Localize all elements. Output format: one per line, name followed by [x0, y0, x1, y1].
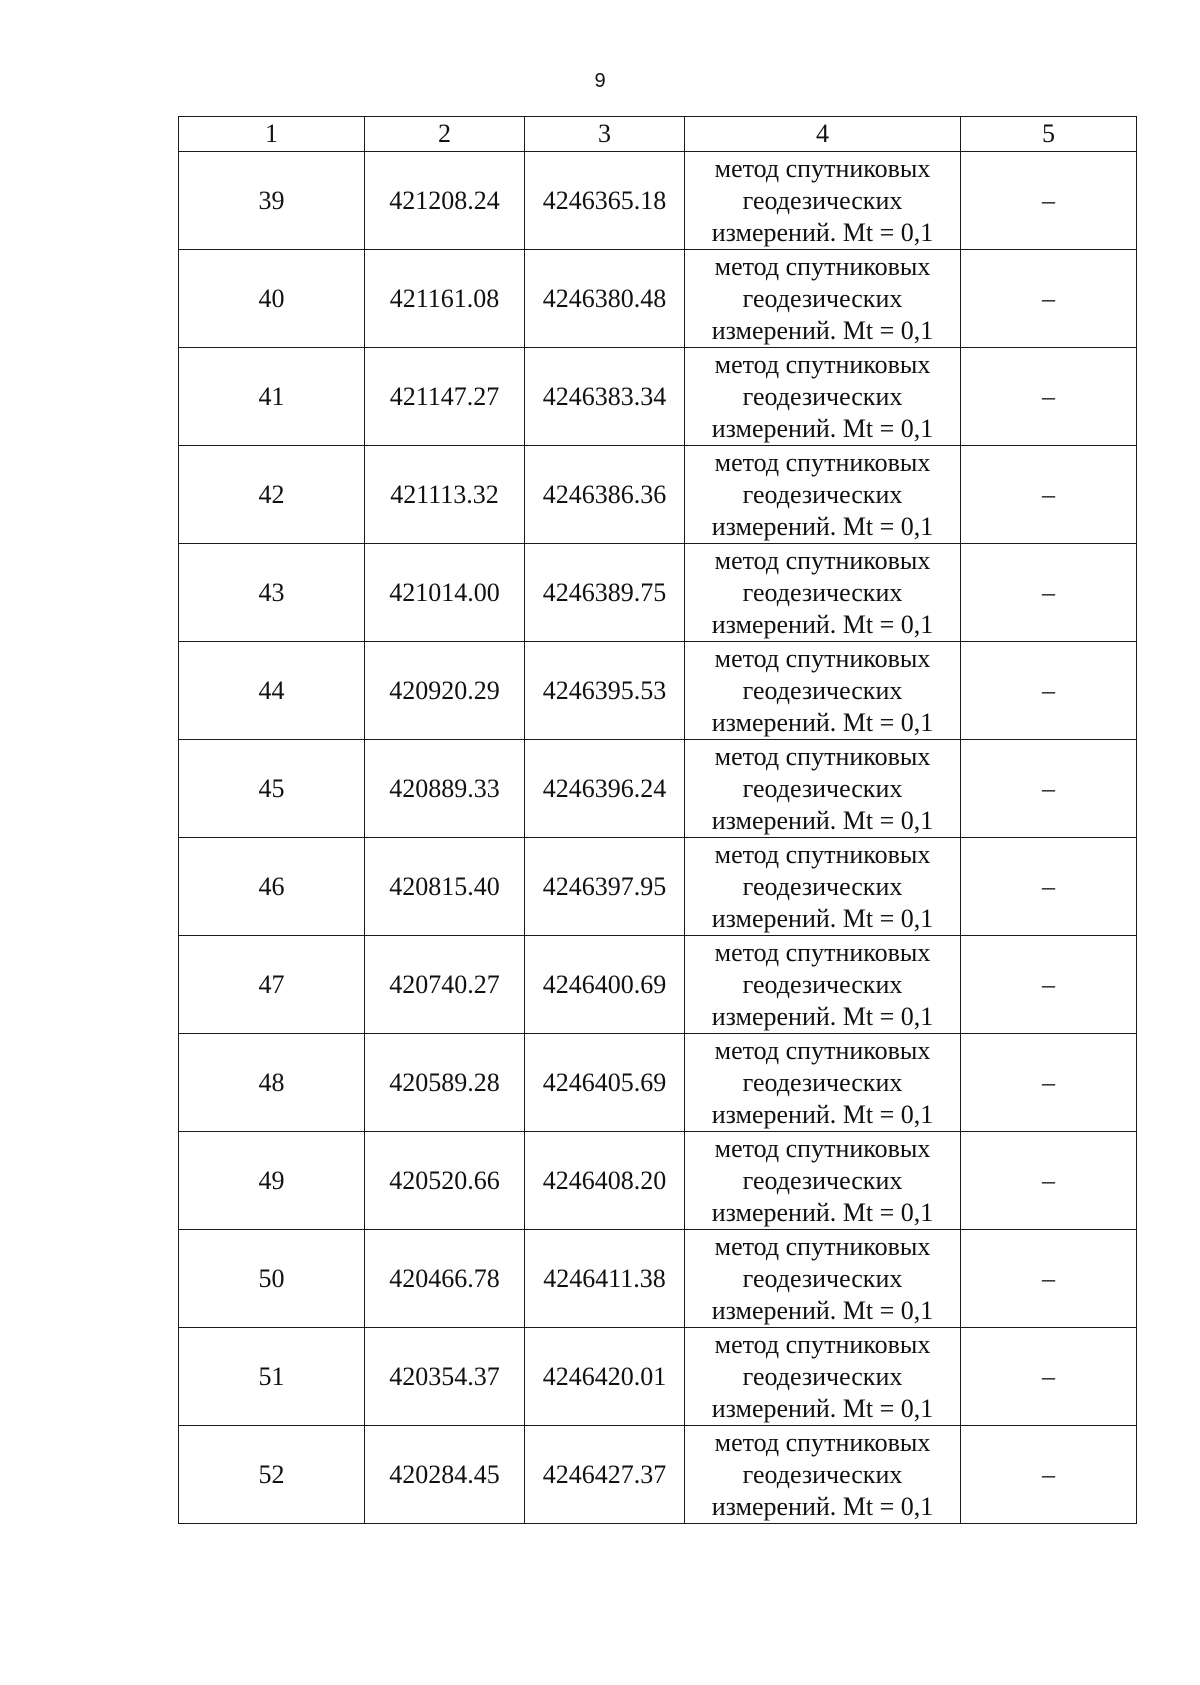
x-coordinate-cell: 420889.33: [365, 740, 525, 838]
table-row: [179, 1426, 1137, 1524]
point-number-cell: 45: [179, 740, 365, 838]
table-row: [179, 544, 1137, 642]
table-header: [179, 117, 1137, 152]
method-cell: [685, 250, 961, 348]
x-coordinate-cell: 420815.40: [365, 838, 525, 936]
method-line: измерений. Mt = 0,1: [711, 217, 934, 247]
method-line: измерений. Mt = 0,1: [711, 1001, 934, 1031]
method-line: геодезических: [742, 871, 903, 901]
header-cell-5: 5: [961, 117, 1137, 152]
method-line: метод спутниковых: [714, 1133, 931, 1163]
method-line: измерений. Mt = 0,1: [711, 609, 934, 639]
method-line: геодезических: [742, 773, 903, 803]
table-row: [179, 446, 1137, 544]
note-cell: –: [961, 446, 1137, 544]
x-coordinate-cell: 421161.08: [365, 250, 525, 348]
method-line: геодезических: [742, 969, 903, 999]
method-line: метод спутниковых: [714, 937, 931, 967]
method-cell: [685, 740, 961, 838]
note-cell: –: [961, 152, 1137, 250]
y-coordinate-cell: 4246397.95: [525, 838, 685, 936]
method-cell: [685, 544, 961, 642]
method-line: геодезических: [742, 283, 903, 313]
note-cell: –: [961, 1426, 1137, 1524]
method-line: геодезических: [742, 479, 903, 509]
method-line: метод спутниковых: [714, 1427, 931, 1457]
header-cell-2: 2: [365, 117, 525, 152]
table-row: [179, 152, 1137, 250]
note-cell: –: [961, 1034, 1137, 1132]
method-cell: [685, 446, 961, 544]
method-line: геодезических: [742, 675, 903, 705]
method-cell: [685, 1230, 961, 1328]
page-number: 9: [594, 70, 606, 92]
x-coordinate-cell: 420920.29: [365, 642, 525, 740]
method-line: измерений. Mt = 0,1: [711, 1197, 934, 1227]
table-row: [179, 1328, 1137, 1426]
note-cell: –: [961, 348, 1137, 446]
point-number-cell: 44: [179, 642, 365, 740]
method-cell: [685, 1328, 961, 1426]
x-coordinate-cell: 421014.00: [365, 544, 525, 642]
method-line: метод спутниковых: [714, 153, 931, 183]
method-cell: [685, 1132, 961, 1230]
method-line: метод спутниковых: [714, 1035, 931, 1065]
note-cell: –: [961, 838, 1137, 936]
method-line: измерений. Mt = 0,1: [711, 315, 934, 345]
x-coordinate-cell: 421208.24: [365, 152, 525, 250]
y-coordinate-cell: 4246389.75: [525, 544, 685, 642]
method-line: измерений. Mt = 0,1: [711, 511, 934, 541]
y-coordinate-cell: 4246380.48: [525, 250, 685, 348]
y-coordinate-cell: 4246408.20: [525, 1132, 685, 1230]
point-number-cell: 49: [179, 1132, 365, 1230]
note-cell: –: [961, 1328, 1137, 1426]
method-line: метод спутниковых: [714, 1329, 931, 1359]
method-line: измерений. Mt = 0,1: [711, 1491, 934, 1521]
x-coordinate-cell: 420284.45: [365, 1426, 525, 1524]
point-number-cell: 46: [179, 838, 365, 936]
method-cell: [685, 642, 961, 740]
y-coordinate-cell: 4246396.24: [525, 740, 685, 838]
table-row: [179, 1132, 1137, 1230]
table-body: [179, 152, 1137, 1524]
table-row: [179, 838, 1137, 936]
y-coordinate-cell: 4246395.53: [525, 642, 685, 740]
method-line: геодезических: [742, 1263, 903, 1293]
point-number-cell: 52: [179, 1426, 365, 1524]
method-line: геодезических: [742, 1067, 903, 1097]
note-cell: –: [961, 544, 1137, 642]
method-cell: [685, 152, 961, 250]
point-number-cell: 41: [179, 348, 365, 446]
y-coordinate-cell: 4246405.69: [525, 1034, 685, 1132]
method-line: метод спутниковых: [714, 741, 931, 771]
method-line: измерений. Mt = 0,1: [711, 805, 934, 835]
method-line: геодезических: [742, 1361, 903, 1391]
method-line: измерений. Mt = 0,1: [711, 903, 934, 933]
x-coordinate-cell: 420520.66: [365, 1132, 525, 1230]
table-row: [179, 642, 1137, 740]
header-cell-4: 4: [685, 117, 961, 152]
x-coordinate-cell: 421113.32: [365, 446, 525, 544]
method-line: геодезических: [742, 185, 903, 215]
y-coordinate-cell: 4246411.38: [525, 1230, 685, 1328]
table-row: [179, 1230, 1137, 1328]
y-coordinate-cell: 4246383.34: [525, 348, 685, 446]
coordinates-table: [178, 116, 1137, 1524]
header-row: [179, 117, 1137, 152]
table-row: [179, 740, 1137, 838]
method-line: измерений. Mt = 0,1: [711, 707, 934, 737]
point-number-cell: 48: [179, 1034, 365, 1132]
note-cell: –: [961, 642, 1137, 740]
method-line: метод спутниковых: [714, 349, 931, 379]
method-line: геодезических: [742, 381, 903, 411]
point-number-cell: 42: [179, 446, 365, 544]
y-coordinate-cell: 4246386.36: [525, 446, 685, 544]
y-coordinate-cell: 4246400.69: [525, 936, 685, 1034]
point-number-cell: 39: [179, 152, 365, 250]
method-line: метод спутниковых: [714, 839, 931, 869]
y-coordinate-cell: 4246420.01: [525, 1328, 685, 1426]
header-cell-3: 3: [525, 117, 685, 152]
method-line: геодезических: [742, 577, 903, 607]
point-number-cell: 51: [179, 1328, 365, 1426]
method-line: измерений. Mt = 0,1: [711, 413, 934, 443]
method-line: метод спутниковых: [714, 251, 931, 281]
note-cell: –: [961, 740, 1137, 838]
table-row: [179, 348, 1137, 446]
x-coordinate-cell: 421147.27: [365, 348, 525, 446]
x-coordinate-cell: 420740.27: [365, 936, 525, 1034]
method-line: метод спутниковых: [714, 447, 931, 477]
method-cell: [685, 936, 961, 1034]
y-coordinate-cell: 4246365.18: [525, 152, 685, 250]
method-line: измерений. Mt = 0,1: [711, 1295, 934, 1325]
method-cell: [685, 838, 961, 936]
method-cell: [685, 348, 961, 446]
point-number-cell: 43: [179, 544, 365, 642]
method-line: метод спутниковых: [714, 1231, 931, 1261]
x-coordinate-cell: 420466.78: [365, 1230, 525, 1328]
point-number-cell: 40: [179, 250, 365, 348]
table-row: [179, 936, 1137, 1034]
table-row: [179, 1034, 1137, 1132]
table-row: [179, 250, 1137, 348]
method-line: метод спутниковых: [714, 643, 931, 673]
note-cell: –: [961, 1132, 1137, 1230]
note-cell: –: [961, 250, 1137, 348]
note-cell: –: [961, 1230, 1137, 1328]
method-line: измерений. Mt = 0,1: [711, 1099, 934, 1129]
x-coordinate-cell: 420589.28: [365, 1034, 525, 1132]
method-cell: [685, 1426, 961, 1524]
y-coordinate-cell: 4246427.37: [525, 1426, 685, 1524]
note-cell: –: [961, 936, 1137, 1034]
method-line: геодезических: [742, 1459, 903, 1489]
method-cell: [685, 1034, 961, 1132]
method-line: метод спутниковых: [714, 545, 931, 575]
method-line: геодезических: [742, 1165, 903, 1195]
point-number-cell: 47: [179, 936, 365, 1034]
x-coordinate-cell: 420354.37: [365, 1328, 525, 1426]
method-line: измерений. Mt = 0,1: [711, 1393, 934, 1423]
point-number-cell: 50: [179, 1230, 365, 1328]
header-cell-1: 1: [179, 117, 365, 152]
